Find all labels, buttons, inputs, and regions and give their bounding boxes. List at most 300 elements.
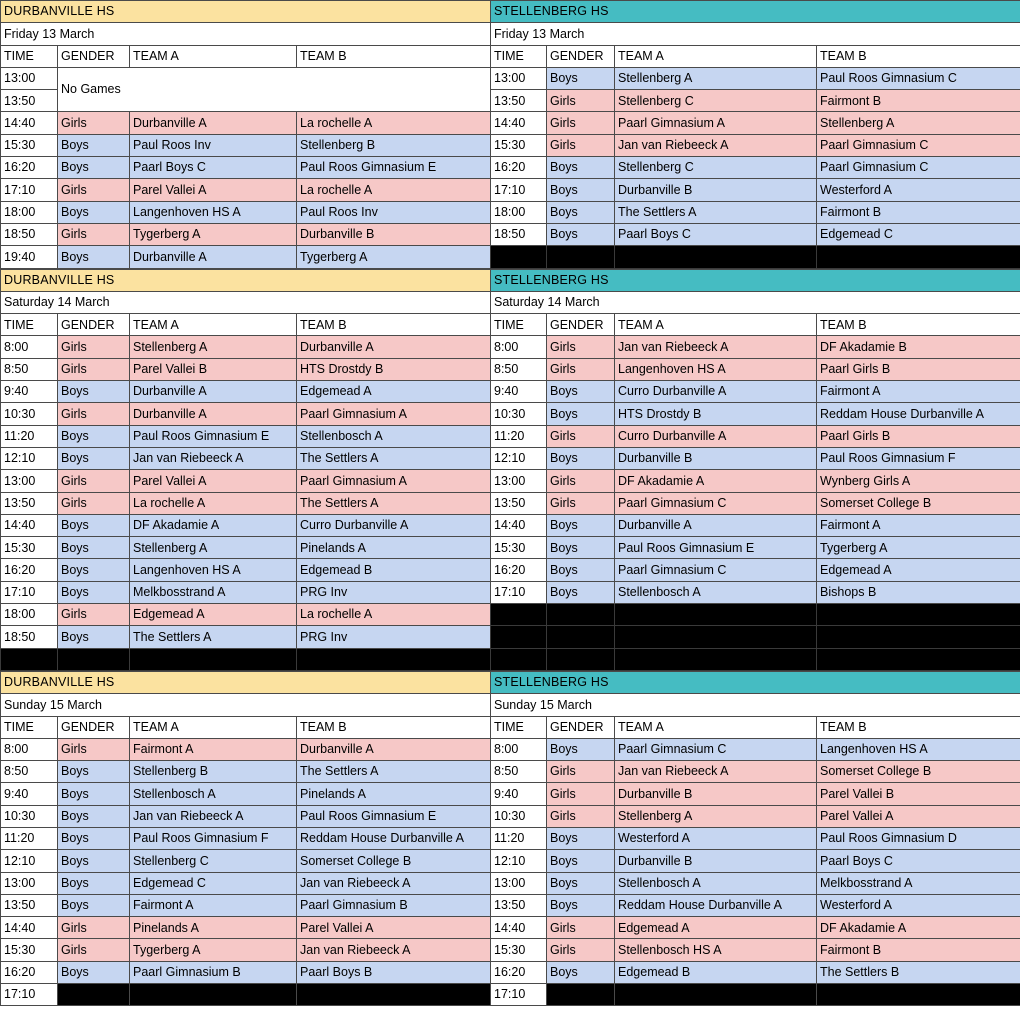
- cell-gender: Girls: [58, 336, 130, 358]
- cell-time: 17:10: [491, 179, 547, 201]
- cell-team-a: Durbanville B: [615, 850, 817, 872]
- date-header-row: [491, 694, 1020, 716]
- venue-header-row: [1, 671, 491, 693]
- cell-team-b: La rochelle A: [297, 112, 491, 134]
- schedule-row[interactable]: [1, 336, 491, 358]
- schedule-row[interactable]: [491, 179, 1020, 201]
- schedule-row[interactable]: [491, 90, 1020, 112]
- cell-time: 17:10: [1, 179, 58, 201]
- schedule-row[interactable]: [491, 761, 1020, 783]
- cell-gender: Girls: [547, 470, 615, 492]
- cell-team-a: Paul Roos Gimnasium E: [615, 537, 817, 559]
- date-header-row: [491, 291, 1020, 313]
- cell-team-b: Fairmont B: [817, 90, 1020, 112]
- venue-name: DURBANVILLE HS: [1, 1, 491, 23]
- column-header-row: [491, 716, 1020, 738]
- cell-team-b: Parel Vallei A: [297, 917, 491, 939]
- cell-gender: Girls: [547, 805, 615, 827]
- cell-gender: Boys: [547, 223, 615, 245]
- cell-time: 10:30: [1, 403, 58, 425]
- cell-team-b: Fairmont B: [817, 201, 1020, 223]
- cell-gender: Boys: [58, 559, 130, 581]
- cell-team-a: Fairmont A: [130, 894, 297, 916]
- cell-time: 16:20: [1, 559, 58, 581]
- empty-cell: [547, 984, 615, 1006]
- cell-time: 16:20: [1, 157, 58, 179]
- schedule-row[interactable]: [491, 581, 1020, 603]
- schedule-row[interactable]: [1, 850, 491, 872]
- cell-time: 18:00: [1, 604, 58, 626]
- date-label: Saturday 14 March: [1, 291, 491, 313]
- cell-gender: Boys: [547, 559, 615, 581]
- schedule-row[interactable]: [491, 381, 1020, 403]
- cell-team-b: HTS Drostdy B: [297, 358, 491, 380]
- schedule-row[interactable]: [1, 939, 491, 961]
- empty-cell: [817, 984, 1020, 1006]
- schedule-row[interactable]: [1, 648, 491, 670]
- schedule-row[interactable]: [1, 358, 491, 380]
- cell-gender: Girls: [547, 112, 615, 134]
- cell-time: 8:50: [1, 358, 58, 380]
- schedule-row[interactable]: [1, 537, 491, 559]
- schedule-row[interactable]: [1, 783, 491, 805]
- cell-team-a: Stellenberg C: [615, 157, 817, 179]
- schedule-row[interactable]: [1, 425, 491, 447]
- cell-time: 16:20: [491, 559, 547, 581]
- schedule-row[interactable]: [491, 246, 1020, 268]
- cell-gender: Boys: [58, 850, 130, 872]
- schedule-row[interactable]: [491, 470, 1020, 492]
- date-label: Friday 13 March: [1, 23, 491, 45]
- column-header-team-a: TEAM A: [130, 716, 297, 738]
- cell-gender: Boys: [58, 961, 130, 983]
- empty-cell: [817, 246, 1020, 268]
- schedule-row[interactable]: [1, 872, 491, 894]
- cell-team-b: Reddam House Durbanville A: [297, 827, 491, 849]
- date-label: Friday 13 March: [491, 23, 1020, 45]
- cell-time: 9:40: [491, 783, 547, 805]
- cell-team-a: Parel Vallei B: [130, 358, 297, 380]
- schedule-row[interactable]: [1, 246, 491, 268]
- cell-gender: Boys: [58, 805, 130, 827]
- cell-time: 11:20: [1, 827, 58, 849]
- cell-team-a: Edgemead A: [615, 917, 817, 939]
- cell-time: 15:30: [1, 537, 58, 559]
- cell-gender: Girls: [547, 917, 615, 939]
- date-label: Sunday 15 March: [491, 694, 1020, 716]
- cell-gender: Boys: [547, 447, 615, 469]
- cell-team-a: Stellenbosch HS A: [615, 939, 817, 961]
- cell-team-b: The Settlers A: [297, 447, 491, 469]
- column-header-team-b: TEAM B: [297, 45, 491, 67]
- schedule-row[interactable]: [491, 201, 1020, 223]
- column-header-time: TIME: [491, 45, 547, 67]
- cell-gender: Boys: [547, 961, 615, 983]
- cell-team-b: Durbanville B: [297, 223, 491, 245]
- cell-time: 18:50: [1, 626, 58, 648]
- cell-team-b: Langenhoven HS A: [817, 738, 1020, 760]
- cell-team-a: Parel Vallei A: [130, 470, 297, 492]
- cell-gender: Girls: [58, 358, 130, 380]
- column-header-team-b: TEAM B: [817, 716, 1020, 738]
- cell-gender: Boys: [547, 514, 615, 536]
- cell-time: 12:10: [491, 447, 547, 469]
- schedule-row[interactable]: [491, 872, 1020, 894]
- cell-team-b: Wynberg Girls A: [817, 470, 1020, 492]
- schedule-row[interactable]: [491, 447, 1020, 469]
- cell-gender: Boys: [547, 581, 615, 603]
- schedule-row[interactable]: [491, 738, 1020, 760]
- empty-cell: [615, 246, 817, 268]
- cell-team-b: Pinelands A: [297, 537, 491, 559]
- schedule-row[interactable]: [491, 604, 1020, 626]
- cell-team-a: Melkbosstrand A: [130, 581, 297, 603]
- date-label: Saturday 14 March: [491, 291, 1020, 313]
- schedule-row[interactable]: [1, 381, 491, 403]
- cell-team-a: Paarl Gimnasium C: [615, 738, 817, 760]
- cell-gender: Boys: [58, 872, 130, 894]
- venue-name: STELLENBERG HS: [491, 1, 1020, 23]
- cell-time: 18:50: [1, 223, 58, 245]
- schedule-row[interactable]: [1, 626, 491, 648]
- column-header-team-b: TEAM B: [297, 716, 491, 738]
- column-header-gender: GENDER: [58, 45, 130, 67]
- cell-team-a: Stellenberg C: [130, 850, 297, 872]
- cell-team-a: Paul Roos Inv: [130, 134, 297, 156]
- venue-header-row: [491, 1, 1020, 23]
- cell-team-b: Parel Vallei A: [817, 805, 1020, 827]
- schedule-row[interactable]: [491, 917, 1020, 939]
- date-header-row: [491, 23, 1020, 45]
- schedule-row[interactable]: [491, 492, 1020, 514]
- cell-time: 9:40: [1, 381, 58, 403]
- cell-team-b: Edgemead A: [297, 381, 491, 403]
- cell-team-b: Paarl Boys C: [817, 850, 1020, 872]
- column-header-time: TIME: [1, 716, 58, 738]
- schedule-row[interactable]: [1, 223, 491, 245]
- cell-time: 8:00: [1, 738, 58, 760]
- cell-team-a: Tygerberg A: [130, 223, 297, 245]
- cell-time: 9:40: [1, 783, 58, 805]
- cell-time: 8:00: [491, 738, 547, 760]
- cell-team-b: Pinelands A: [297, 783, 491, 805]
- schedule-row[interactable]: [1, 447, 491, 469]
- cell-team-a: Curro Durbanville A: [615, 425, 817, 447]
- schedule-row[interactable]: [491, 403, 1020, 425]
- cell-team-a: Langenhoven HS A: [130, 201, 297, 223]
- column-header-team-a: TEAM A: [130, 45, 297, 67]
- day-block: [0, 269, 1020, 671]
- cell-gender: Girls: [547, 90, 615, 112]
- cell-team-a: Jan van Riebeeck A: [130, 805, 297, 827]
- schedule-row[interactable]: [1, 805, 491, 827]
- schedule-row[interactable]: [491, 112, 1020, 134]
- cell-gender: Girls: [58, 403, 130, 425]
- empty-cell: [615, 626, 817, 648]
- schedule-row[interactable]: [491, 537, 1020, 559]
- cell-gender: Boys: [547, 738, 615, 760]
- day-block: [0, 671, 1020, 1006]
- cell-gender: Girls: [58, 179, 130, 201]
- schedule-row[interactable]: [491, 984, 1020, 1006]
- empty-cell: [491, 626, 547, 648]
- cell-time: 13:00: [491, 872, 547, 894]
- cell-team-a: Edgemead A: [130, 604, 297, 626]
- column-header-gender: GENDER: [58, 314, 130, 336]
- cell-time: 13:00: [1, 872, 58, 894]
- cell-time: 18:00: [491, 201, 547, 223]
- cell-team-b: Curro Durbanville A: [297, 514, 491, 536]
- cell-gender: Boys: [58, 134, 130, 156]
- cell-gender: Girls: [58, 917, 130, 939]
- schedule-row[interactable]: [491, 626, 1020, 648]
- schedule-row[interactable]: [1, 67, 491, 89]
- column-header-row: [1, 716, 491, 738]
- cell-gender: Boys: [547, 872, 615, 894]
- cell-team-a: Jan van Riebeeck A: [615, 336, 817, 358]
- cell-time: 13:50: [491, 90, 547, 112]
- column-header-time: TIME: [491, 716, 547, 738]
- cell-gender: Boys: [58, 581, 130, 603]
- cell-team-b: Paul Roos Gimnasium C: [817, 67, 1020, 89]
- schedule-row[interactable]: [491, 223, 1020, 245]
- cell-team-a: Paarl Gimnasium C: [615, 492, 817, 514]
- schedule-row[interactable]: [1, 514, 491, 536]
- empty-cell: [491, 604, 547, 626]
- schedule-row[interactable]: [1, 761, 491, 783]
- empty-cell: [58, 648, 130, 670]
- column-header-gender: GENDER: [58, 716, 130, 738]
- empty-cell: [58, 984, 130, 1006]
- cell-gender: Boys: [58, 514, 130, 536]
- schedule-row[interactable]: [1, 894, 491, 916]
- schedule-row[interactable]: [491, 961, 1020, 983]
- empty-cell: [130, 648, 297, 670]
- no-games-label: No Games: [58, 67, 491, 112]
- empty-cell: [615, 648, 817, 670]
- cell-gender: Boys: [547, 67, 615, 89]
- cell-team-a: Jan van Riebeeck A: [615, 761, 817, 783]
- cell-gender: Girls: [58, 112, 130, 134]
- cell-team-a: Stellenbosch A: [615, 872, 817, 894]
- schedule-row[interactable]: [491, 358, 1020, 380]
- venue-panel-durbanville: [0, 0, 490, 269]
- schedule-row[interactable]: [491, 157, 1020, 179]
- venue-panel-stellenberg: [490, 671, 1020, 1006]
- cell-gender: Girls: [58, 939, 130, 961]
- cell-gender: Boys: [58, 626, 130, 648]
- schedule-row[interactable]: [491, 939, 1020, 961]
- cell-team-b: Westerford A: [817, 894, 1020, 916]
- cell-gender: Girls: [58, 470, 130, 492]
- cell-time: 13:50: [1, 90, 58, 112]
- cell-gender: Girls: [58, 604, 130, 626]
- cell-team-a: Paarl Boys C: [130, 157, 297, 179]
- column-header-gender: GENDER: [547, 314, 615, 336]
- venue-name: DURBANVILLE HS: [1, 671, 491, 693]
- schedule-row[interactable]: [1, 157, 491, 179]
- schedule-row[interactable]: [1, 917, 491, 939]
- cell-time: 13:50: [491, 894, 547, 916]
- cell-team-b: Durbanville A: [297, 336, 491, 358]
- schedule-row[interactable]: [491, 894, 1020, 916]
- cell-time: 13:50: [491, 492, 547, 514]
- cell-team-a: Durbanville B: [615, 447, 817, 469]
- schedule-row[interactable]: [1, 492, 491, 514]
- column-header-team-b: TEAM B: [297, 314, 491, 336]
- cell-team-a: Durbanville A: [130, 381, 297, 403]
- cell-team-a: La rochelle A: [130, 492, 297, 514]
- cell-gender: Girls: [547, 939, 615, 961]
- schedule-row[interactable]: [491, 559, 1020, 581]
- cell-team-b: Stellenberg B: [297, 134, 491, 156]
- schedule-row[interactable]: [1, 581, 491, 603]
- schedule-row[interactable]: [491, 134, 1020, 156]
- column-header-gender: GENDER: [547, 45, 615, 67]
- cell-gender: Boys: [58, 246, 130, 268]
- cell-team-a: Paarl Gimnasium C: [615, 559, 817, 581]
- schedule-row[interactable]: [1, 470, 491, 492]
- empty-cell: [547, 626, 615, 648]
- schedule-row[interactable]: [1, 179, 491, 201]
- schedule-row[interactable]: [1, 984, 491, 1006]
- cell-time: 10:30: [491, 403, 547, 425]
- column-header-team-b: TEAM B: [817, 314, 1020, 336]
- cell-team-b: Westerford A: [817, 179, 1020, 201]
- column-header-team-a: TEAM A: [615, 314, 817, 336]
- cell-team-b: Stellenbosch A: [297, 425, 491, 447]
- cell-team-b: Edgemead B: [297, 559, 491, 581]
- cell-team-b: Somerset College B: [297, 850, 491, 872]
- cell-team-b: DF Akadamie B: [817, 336, 1020, 358]
- cell-time: 15:30: [1, 939, 58, 961]
- cell-team-b: The Settlers A: [297, 492, 491, 514]
- schedule-row[interactable]: [1, 827, 491, 849]
- schedule-row[interactable]: [1, 403, 491, 425]
- cell-team-a: Paul Roos Gimnasium E: [130, 425, 297, 447]
- schedule-row[interactable]: [491, 336, 1020, 358]
- cell-time: 16:20: [1, 961, 58, 983]
- schedule-row[interactable]: [491, 805, 1020, 827]
- schedule-row[interactable]: [1, 604, 491, 626]
- cell-team-b: Paul Roos Inv: [297, 201, 491, 223]
- cell-team-b: Paarl Gimnasium A: [297, 470, 491, 492]
- cell-gender: Boys: [58, 447, 130, 469]
- schedule-row[interactable]: [491, 425, 1020, 447]
- empty-cell: [547, 246, 615, 268]
- cell-team-a: Stellenberg A: [615, 67, 817, 89]
- cell-time: 18:00: [1, 201, 58, 223]
- cell-team-a: Stellenberg B: [130, 761, 297, 783]
- cell-team-b: Bishops B: [817, 581, 1020, 603]
- schedule-row[interactable]: [491, 648, 1020, 670]
- column-header-row: [491, 45, 1020, 67]
- cell-team-a: HTS Drostdy B: [615, 403, 817, 425]
- cell-team-b: The Settlers B: [817, 961, 1020, 983]
- empty-cell: [491, 648, 547, 670]
- cell-time: 8:00: [491, 336, 547, 358]
- cell-team-b: Jan van Riebeeck A: [297, 872, 491, 894]
- date-label: Sunday 15 March: [1, 694, 491, 716]
- cell-time: 17:10: [1, 984, 58, 1006]
- empty-cell: [1, 648, 58, 670]
- schedule-row[interactable]: [491, 783, 1020, 805]
- column-header-gender: GENDER: [547, 716, 615, 738]
- cell-team-b: PRG Inv: [297, 626, 491, 648]
- schedule-table: [0, 0, 491, 269]
- schedule-row[interactable]: [1, 201, 491, 223]
- schedule-row[interactable]: [491, 67, 1020, 89]
- cell-team-a: Stellenberg A: [615, 805, 817, 827]
- cell-gender: Girls: [547, 761, 615, 783]
- cell-gender: Boys: [58, 827, 130, 849]
- cell-team-b: Durbanville A: [297, 738, 491, 760]
- cell-team-b: Fairmont A: [817, 381, 1020, 403]
- cell-gender: Boys: [547, 201, 615, 223]
- cell-time: 13:00: [1, 470, 58, 492]
- cell-team-b: Paarl Gimnasium B: [297, 894, 491, 916]
- cell-team-b: Edgemead A: [817, 559, 1020, 581]
- cell-time: 10:30: [1, 805, 58, 827]
- date-header-row: [1, 291, 491, 313]
- cell-team-b: Paarl Girls B: [817, 358, 1020, 380]
- cell-team-a: Durbanville B: [615, 783, 817, 805]
- schedule-row[interactable]: [1, 559, 491, 581]
- cell-team-b: The Settlers A: [297, 761, 491, 783]
- empty-cell: [297, 648, 491, 670]
- cell-team-a: Langenhoven HS A: [615, 358, 817, 380]
- cell-team-a: Curro Durbanville A: [615, 381, 817, 403]
- schedule-table: [490, 671, 1020, 1006]
- cell-gender: Boys: [547, 894, 615, 916]
- cell-team-b: Jan van Riebeeck A: [297, 939, 491, 961]
- cell-team-a: Edgemead B: [615, 961, 817, 983]
- column-header-row: [1, 45, 491, 67]
- cell-time: 14:40: [1, 112, 58, 134]
- cell-time: 17:10: [491, 581, 547, 603]
- cell-time: 11:20: [491, 827, 547, 849]
- empty-cell: [817, 626, 1020, 648]
- venue-name: DURBANVILLE HS: [1, 269, 491, 291]
- schedule-row[interactable]: [491, 850, 1020, 872]
- cell-team-b: Fairmont A: [817, 514, 1020, 536]
- venue-panel-stellenberg: [490, 269, 1020, 671]
- cell-team-a: The Settlers A: [130, 626, 297, 648]
- schedule-row[interactable]: [491, 514, 1020, 536]
- empty-cell: [547, 648, 615, 670]
- cell-team-b: Paarl Gimnasium A: [297, 403, 491, 425]
- cell-team-a: Stellenberg A: [130, 336, 297, 358]
- empty-cell: [817, 604, 1020, 626]
- cell-gender: Boys: [58, 425, 130, 447]
- cell-team-a: Paul Roos Gimnasium F: [130, 827, 297, 849]
- cell-team-a: Westerford A: [615, 827, 817, 849]
- schedule-row[interactable]: [1, 738, 491, 760]
- schedule-row[interactable]: [491, 827, 1020, 849]
- cell-team-a: Jan van Riebeeck A: [615, 134, 817, 156]
- cell-team-a: Stellenbosch A: [130, 783, 297, 805]
- cell-team-b: Parel Vallei B: [817, 783, 1020, 805]
- cell-gender: Boys: [58, 201, 130, 223]
- schedule-row[interactable]: [1, 112, 491, 134]
- schedule-row[interactable]: [1, 961, 491, 983]
- schedule-table: [0, 671, 491, 1006]
- cell-gender: Boys: [58, 381, 130, 403]
- cell-team-a: Parel Vallei A: [130, 179, 297, 201]
- schedule-row[interactable]: [1, 134, 491, 156]
- cell-team-b: Paarl Girls B: [817, 425, 1020, 447]
- column-header-team-a: TEAM A: [615, 716, 817, 738]
